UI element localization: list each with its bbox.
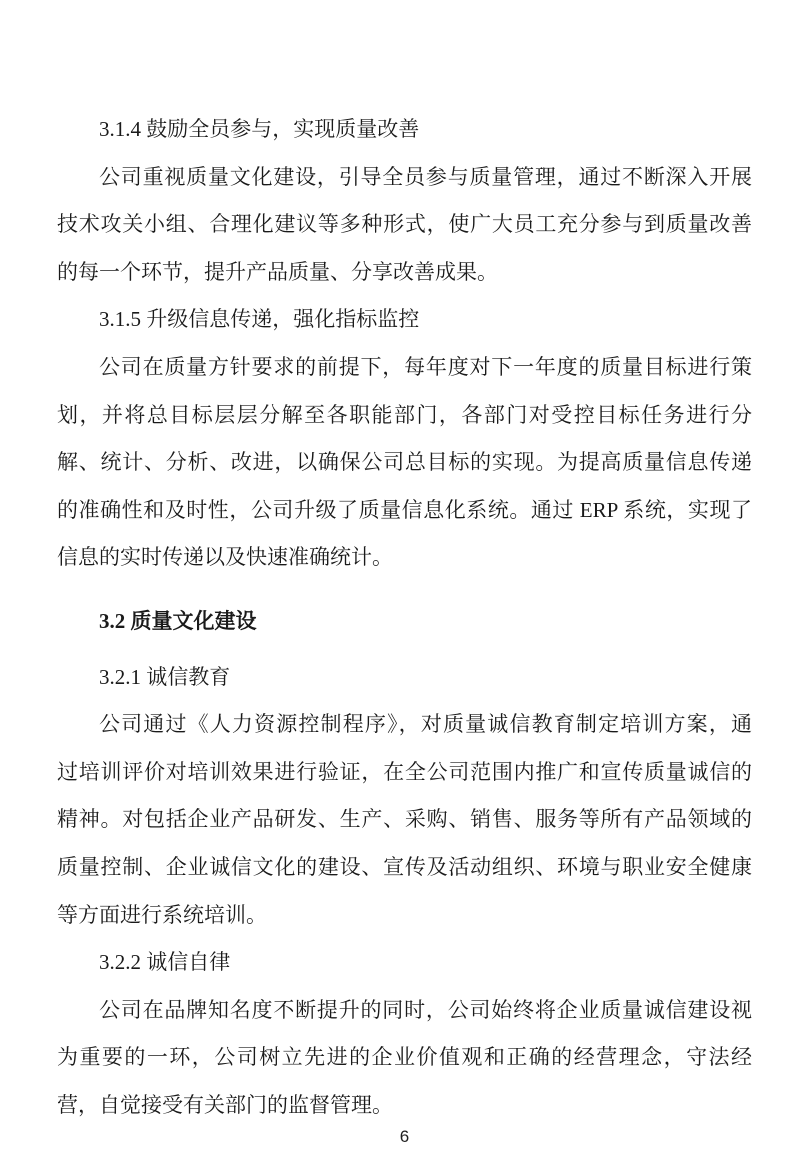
section-heading-3-2-2: 3.2.2 诚信自律 [99,950,231,975]
section-heading-3-2: 3.2 质量文化建设 [99,608,257,633]
page-content [57,106,752,1129]
text-line: 营，自觉接受有关部门的监督管理。 [57,1092,393,1117]
paragraph-integrity-education [57,701,752,939]
text-line: 解、统计、分析、改进，以确保公司总目标的实现。为提高质量信息传递 [57,450,752,475]
text-line: 公司重视质量文化建设，引导全员参与质量管理，通过不断深入开展 [99,164,752,189]
text-line: 精神。对包括企业产品研发、生产、采购、销售、服务等所有产品领域的 [57,807,752,832]
section-heading-3-2-1: 3.2.1 诚信教育 [99,664,231,689]
section-heading-3-1-4: 3.1.4 鼓励全员参与，实现质量改善 [99,117,420,141]
text-line: 等方面进行系统培训。 [57,902,267,927]
text-line: 过培训评价对培训效果进行验证，在全公司范围内推广和宣传质量诚信的 [57,759,752,784]
text-line: 公司在质量方针要求的前提下，每年度对下一年度的质量目标进行策 [99,354,752,379]
text-line: 公司通过《人力资源控制程序》，对质量诚信教育制定培训方案，通 [99,712,752,737]
text-line: 的每一个环节，提升产品质量、分享改善成果。 [57,259,498,284]
paragraph-information-transfer [57,344,752,582]
section-heading-3-1-5: 3.1.5 升级信息传递，强化指标监控 [99,307,420,332]
paragraph-integrity-self-discipline [57,987,752,1130]
text-line: 质量控制、企业诚信文化的建设、宣传及活动组织、环境与职业安全健康 [57,854,752,879]
text-line: 的准确性和及时性，公司升级了质量信息化系统。通过 ERP 系统，实现了 [57,497,752,522]
text-line: 技术攻关小组、合理化建议等多种形式，使广大员工充分参与到质量改善 [57,212,752,237]
text-line: 为重要的一环，公司树立先进的企业价值观和正确的经营理念，守法经 [57,1045,752,1070]
paragraph-employee-participation [57,154,752,297]
page-number: 6 [399,1127,410,1146]
text-line: 信息的实时传递以及快速准确统计。 [57,545,393,570]
text-line: 公司在品牌知名度不断提升的同时，公司始终将企业质量诚信建设视 [99,997,752,1022]
text-line: 划，并将总目标层层分解至各职能部门，各部门对受控目标任务进行分 [57,402,752,427]
